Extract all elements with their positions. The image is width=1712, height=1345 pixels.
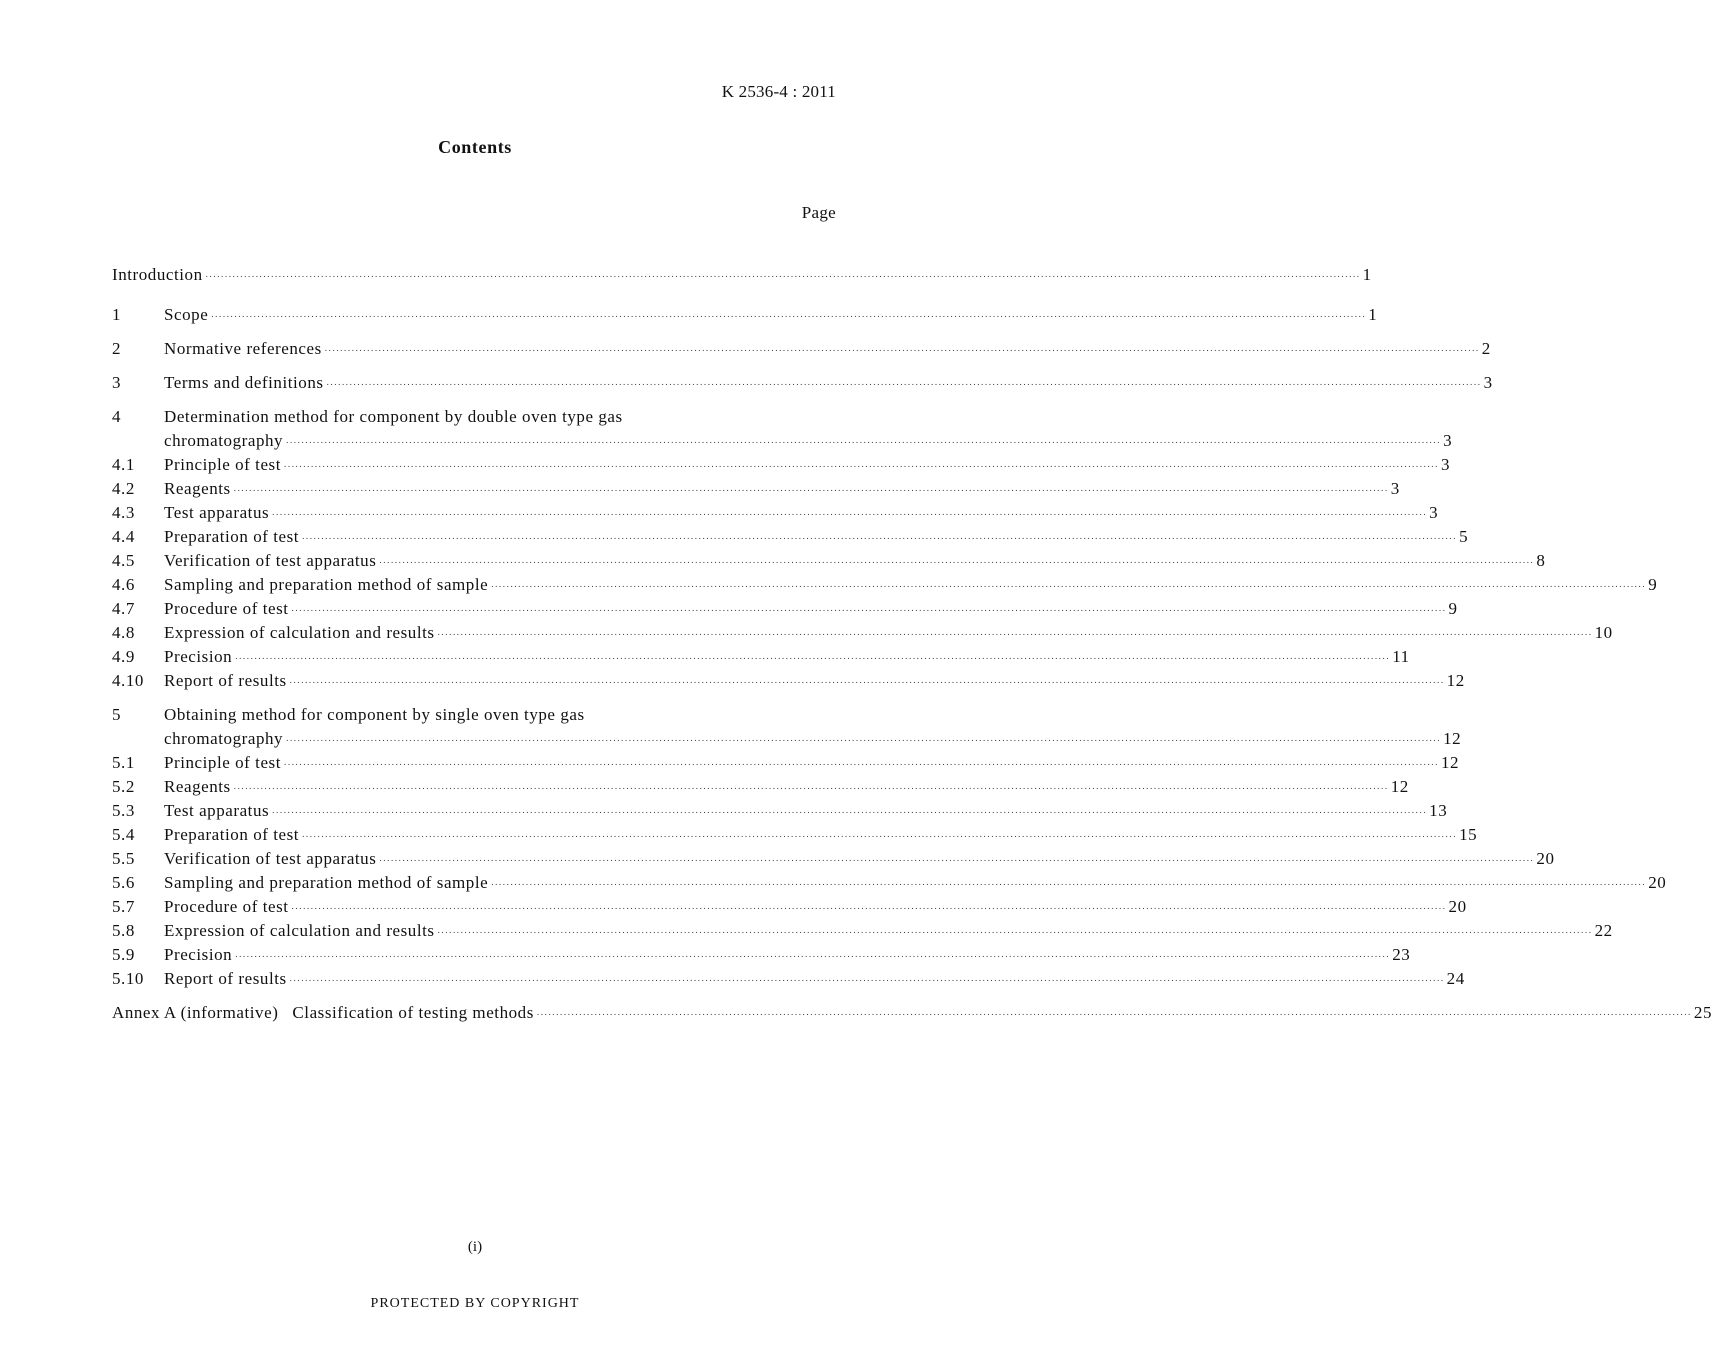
toc-entry-section-4-continued[interactable] xyxy=(112,429,1453,453)
toc-subentry[interactable] xyxy=(112,799,1448,823)
toc-entry-number: 4.2 xyxy=(112,479,135,498)
toc-entry-number: 2 xyxy=(112,339,122,358)
dot-leader: ............................................................................................................................................................................................................................................................................................................ xyxy=(491,877,1647,887)
toc-subentry[interactable] xyxy=(112,573,1658,597)
toc-entry-section-4[interactable] xyxy=(112,405,823,429)
toc-entry-title: Reagents xyxy=(164,479,231,498)
toc-subentry[interactable] xyxy=(112,967,1465,991)
toc-entry-number: 5.5 xyxy=(112,849,135,868)
toc-entry-number: 4.10 xyxy=(112,671,144,690)
dot-leader: ............................................................................................................................................................................................................................................................................................................ xyxy=(284,757,1439,767)
toc-entry-title: Verification of test apparatus xyxy=(164,551,377,570)
toc-entry-title: chromatography xyxy=(164,729,284,748)
toc-entry-page: 9 xyxy=(1648,575,1658,594)
toc-entry-title: Normative references xyxy=(164,339,322,358)
dot-leader: ............................................................................................................................................................................................................................................................................................................ xyxy=(272,507,1428,517)
toc-entry-page: 5 xyxy=(1459,527,1469,546)
dot-leader: ............................................................................................................................................................................................................................................................................................................ xyxy=(437,627,1593,637)
toc-entry-title: Scope xyxy=(164,305,209,324)
toc-subentry[interactable] xyxy=(112,669,1465,693)
toc-entry-title: Verification of test apparatus xyxy=(164,849,377,868)
standard-number: K 2536-4 : 2011 xyxy=(721,82,836,101)
table-of-contents xyxy=(112,263,1712,1025)
toc-subentry[interactable] xyxy=(112,847,1555,871)
footer-page-number: (i) xyxy=(467,1239,483,1255)
toc-entry-number: 5.10 xyxy=(112,969,144,988)
toc-subentry[interactable] xyxy=(112,453,1451,477)
annex-label: Annex A (informative) xyxy=(112,1003,279,1022)
toc-entry-title: Preparation of test xyxy=(164,527,300,546)
toc-entry-page: 1 xyxy=(1362,265,1372,284)
toc-entry-number: 5 xyxy=(112,705,122,724)
toc-entry-number: 5.7 xyxy=(112,897,135,916)
toc-subentry[interactable] xyxy=(112,645,1410,669)
toc-entry-terms-definitions[interactable] xyxy=(112,371,1493,395)
toc-entry-number: 5.4 xyxy=(112,825,135,844)
dot-leader: ............................................................................................................................................................................................................................................................................................................ xyxy=(491,579,1647,589)
toc-entry-title: Sampling and preparation method of sample xyxy=(164,575,489,594)
dot-leader: ............................................................................................................................................................................................................................................................................................................ xyxy=(205,269,1361,279)
toc-entry-number: 5.2 xyxy=(112,777,135,796)
toc-entry-page: 12 xyxy=(1446,671,1465,690)
toc-entry-scope[interactable] xyxy=(112,303,1378,327)
toc-entry-section-5-continued[interactable] xyxy=(112,727,1462,751)
toc-entry-page: 2 xyxy=(1481,339,1491,358)
dot-leader: ............................................................................................................................................................................................................................................................................................................ xyxy=(536,1007,1692,1017)
toc-subentry[interactable] xyxy=(112,751,1460,775)
toc-entry-title: Preparation of test xyxy=(164,825,300,844)
toc-entry-page: 10 xyxy=(1594,623,1613,642)
toc-entry-title: Obtaining method for component by single oven type gas xyxy=(164,705,585,724)
toc-subentry[interactable] xyxy=(112,501,1439,525)
toc-entry-page: 3 xyxy=(1441,455,1451,474)
toc-subentry[interactable] xyxy=(112,823,1478,847)
section-5-subentries xyxy=(112,751,1667,991)
dot-leader: ............................................................................................................................................................................................................................................................................................................ xyxy=(302,531,1458,541)
dot-leader: ............................................................................................................................................................................................................................................................................................................ xyxy=(291,603,1447,613)
copyright-notice: PROTECTED BY COPYRIGHT xyxy=(370,1296,580,1311)
dot-leader: ............................................................................................................................................................................................................................................................................................................ xyxy=(284,459,1439,469)
toc-entry-page: 3 xyxy=(1429,503,1439,522)
toc-entry-section-5[interactable] xyxy=(112,703,823,727)
toc-entry-title: Report of results xyxy=(164,671,287,690)
dot-leader: ............................................................................................................................................................................................................................................................................................................ xyxy=(235,949,1391,959)
toc-subentry[interactable] xyxy=(112,621,1613,645)
toc-entry-page: 12 xyxy=(1441,753,1460,772)
dot-leader: ............................................................................................................................................................................................................................................................................................................ xyxy=(324,343,1480,353)
dot-leader: ............................................................................................................................................................................................................................................................................................................ xyxy=(289,675,1445,685)
toc-entry-page: 13 xyxy=(1429,801,1448,820)
toc-entry-number: 4 xyxy=(112,407,122,426)
toc-subentry[interactable] xyxy=(112,895,1467,919)
toc-entry-title: Procedure of test xyxy=(164,897,289,916)
toc-subentry[interactable] xyxy=(112,525,1469,549)
toc-entry-page: 9 xyxy=(1448,599,1458,618)
dot-leader: ............................................................................................................................................................................................................................................................................................................ xyxy=(326,377,1482,387)
toc-entry-page: 22 xyxy=(1594,921,1613,940)
dot-leader: ............................................................................................................................................................................................................................................................................................................ xyxy=(211,309,1367,319)
toc-subentry[interactable] xyxy=(112,477,1400,501)
toc-entry-title: Test apparatus xyxy=(164,503,270,522)
toc-subentry[interactable] xyxy=(112,943,1411,967)
dot-leader: ............................................................................................................................................................................................................................................................................................................ xyxy=(233,781,1389,791)
toc-entry-page: 24 xyxy=(1446,969,1465,988)
dot-leader: ............................................................................................................................................................................................................................................................................................................ xyxy=(379,555,1535,565)
toc-entry-title: Principle of test xyxy=(164,753,281,772)
toc-entry-title: Precision xyxy=(164,647,233,666)
toc-entry-number: 4.4 xyxy=(112,527,135,546)
toc-entry-title: Test apparatus xyxy=(164,801,270,820)
toc-entry-page: 20 xyxy=(1648,873,1667,892)
toc-subentry[interactable] xyxy=(112,919,1613,943)
dot-leader: ............................................................................................................................................................................................................................................................................................................ xyxy=(286,435,1442,445)
dot-leader: ............................................................................................................................................................................................................................................................................................................ xyxy=(289,973,1445,983)
toc-entry-title: chromatography xyxy=(164,431,284,450)
dot-leader: ............................................................................................................................................................................................................................................................................................................ xyxy=(291,901,1447,911)
toc-entry-page: 20 xyxy=(1536,849,1555,868)
toc-entry-page: 11 xyxy=(1392,647,1410,666)
toc-entry-title: Expression of calculation and results xyxy=(164,623,435,642)
toc-entry-title: Sampling and preparation method of sample xyxy=(164,873,489,892)
toc-entry-number: 4.6 xyxy=(112,575,135,594)
toc-entry-title: Precision xyxy=(164,945,233,964)
toc-entry-page: 20 xyxy=(1448,897,1467,916)
toc-entry-number: 5.6 xyxy=(112,873,135,892)
toc-entry-title: Classification of testing methods xyxy=(292,1003,534,1022)
toc-entry-page: 12 xyxy=(1390,777,1409,796)
toc-subentry[interactable] xyxy=(112,597,1458,621)
toc-entry-page: 25 xyxy=(1693,1003,1712,1022)
toc-entry-page: 15 xyxy=(1459,825,1478,844)
section-4-subentries xyxy=(112,453,1658,693)
toc-entry-page: 8 xyxy=(1536,551,1546,570)
toc-entry-page: 12 xyxy=(1443,729,1462,748)
dot-leader: ............................................................................................................................................................................................................................................................................................................ xyxy=(379,853,1535,863)
toc-entry-number: 1 xyxy=(112,305,122,324)
toc-entry-annex-a[interactable] xyxy=(112,1001,1712,1025)
page-title: Contents xyxy=(438,137,512,157)
toc-entry-title: Terms and definitions xyxy=(164,373,324,392)
toc-entry-introduction[interactable] xyxy=(112,263,1372,293)
toc-entry-normative-references[interactable] xyxy=(112,337,1491,361)
dot-leader: ............................................................................................................................................................................................................................................................................................................ xyxy=(233,483,1389,493)
toc-subentry[interactable] xyxy=(112,871,1667,895)
dot-leader: ............................................................................................................................................................................................................................................................................................................ xyxy=(272,805,1428,815)
toc-entry-page: 1 xyxy=(1368,305,1378,324)
toc-entry-number: 5.1 xyxy=(112,753,135,772)
toc-entry-title: Principle of test xyxy=(164,455,281,474)
toc-entry-title: Reagents xyxy=(164,777,231,796)
toc-entry-page: 3 xyxy=(1483,373,1493,392)
dot-leader: ............................................................................................................................................................................................................................................................................................................ xyxy=(286,733,1442,743)
dot-leader: ............................................................................................................................................................................................................................................................................................................ xyxy=(235,651,1391,661)
toc-entry-number: 4.9 xyxy=(112,647,135,666)
toc-entry-title: Determination method for component by double oven type gas xyxy=(164,407,623,426)
toc-entry-number: 5.3 xyxy=(112,801,135,820)
toc-subentry[interactable] xyxy=(112,775,1409,799)
toc-entry-number: 3 xyxy=(112,373,122,392)
dot-leader: ............................................................................................................................................................................................................................................................................................................ xyxy=(302,829,1458,839)
toc-entry-number: 4.5 xyxy=(112,551,135,570)
toc-entry-number: 4.7 xyxy=(112,599,135,618)
toc-entry-page: 3 xyxy=(1443,431,1453,450)
dot-leader: ............................................................................................................................................................................................................................................................................................................ xyxy=(437,925,1593,935)
toc-entry-title: Introduction xyxy=(112,265,203,284)
toc-entry-number: 4.8 xyxy=(112,623,135,642)
toc-entry-number: 5.8 xyxy=(112,921,135,940)
toc-entry-title: Expression of calculation and results xyxy=(164,921,435,940)
page-column-label: Page xyxy=(801,203,836,222)
toc-entry-number: 4.1 xyxy=(112,455,135,474)
toc-entry-title: Report of results xyxy=(164,969,287,988)
toc-entry-title: Procedure of test xyxy=(164,599,289,618)
toc-entry-page: 3 xyxy=(1390,479,1400,498)
toc-subentry[interactable] xyxy=(112,549,1546,573)
toc-entry-number: 5.9 xyxy=(112,945,135,964)
toc-entry-number: 4.3 xyxy=(112,503,135,522)
toc-entry-page: 23 xyxy=(1392,945,1411,964)
